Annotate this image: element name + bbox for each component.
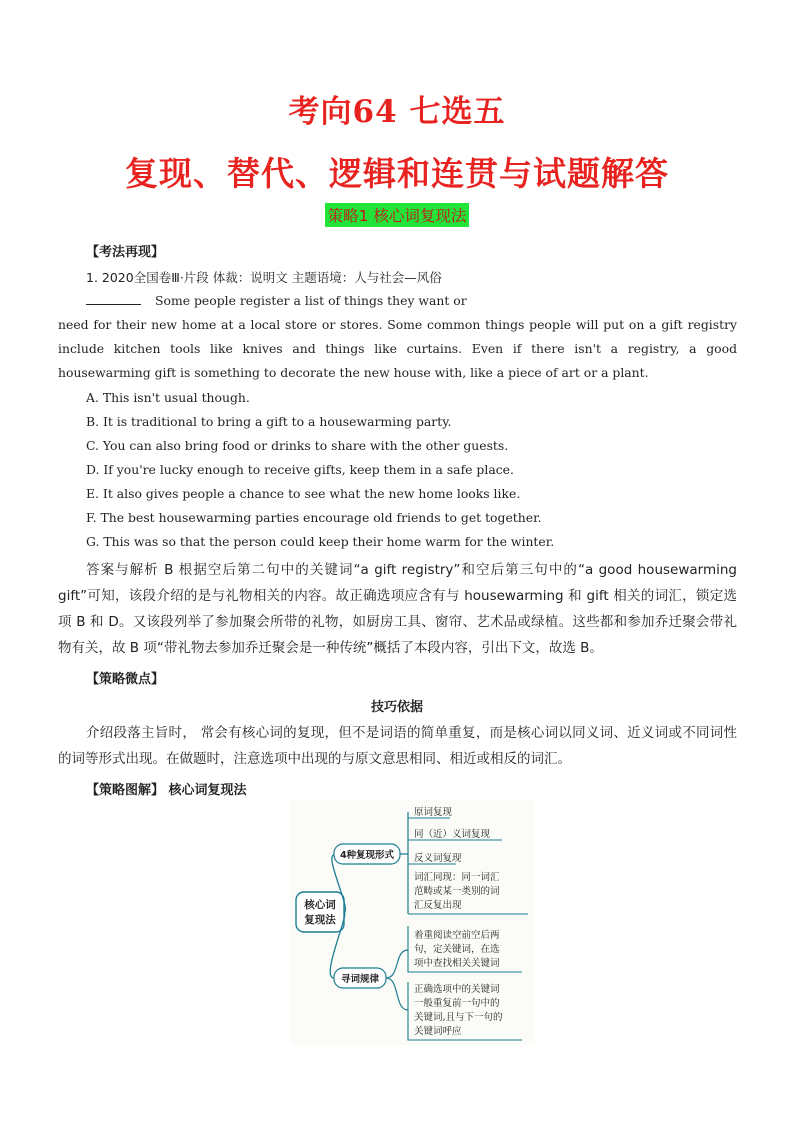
question-source: 1. 2020全国卷Ⅲ·片段 体裁：说明文 主题语境：人与社会—风俗 xyxy=(86,270,442,285)
option-a: A. This isn't usual though. xyxy=(86,390,250,405)
strategy-tag: 策略1 核心词复现法 xyxy=(325,203,470,227)
mindmap-leaf-1: 原词复现 xyxy=(414,807,453,818)
mindmap-diagram xyxy=(290,800,535,1045)
section-diagram-heading: 【策略图解】 核心词复现法 xyxy=(86,783,247,798)
mindmap-leaf-5-line1: 着重阅读空前空后两 xyxy=(414,930,500,941)
mindmap-leaf-6-line1: 正确选项中的关键词 xyxy=(414,984,500,995)
mindmap-leaf-6-line4: 关键词呼应 xyxy=(414,1026,462,1037)
mindmap-root-line1: 核心词 xyxy=(304,899,336,911)
option-c: C. You can also bring food or drinks to share with the other guests. xyxy=(86,438,509,453)
passage-first-line: Some people register a list of things they want or xyxy=(86,292,467,308)
page-title: 考向64 七选五 xyxy=(288,94,506,130)
section-tips-heading: 【策略微点】 xyxy=(86,672,165,687)
passage-text: need for their new home at a local store or stores. Some common things people will put on a gift registry include kitchen tools like knives and things like curtains. Even if there isn't a registry, a good housewarming gift is something to decorate the new house with, like a piece of art or a plant. xyxy=(58,317,737,380)
mindmap-leaf-6-line3: 关键词,且与下一句的 xyxy=(414,1012,503,1023)
mindmap-leaf-3: 反义词复现 xyxy=(414,853,462,864)
answer-blank xyxy=(86,292,141,305)
mindmap-leaf-5-line3: 项中查找相关关键词 xyxy=(414,958,500,969)
option-e: E. It also gives people a chance to see what the new home looks like. xyxy=(86,486,521,501)
mindmap-branch-1-label: 4种复现形式 xyxy=(339,850,395,861)
tips-heading: 技巧依据 xyxy=(370,700,423,715)
option-g: G. This was so that the person could keep their home warm for the winter. xyxy=(86,534,555,549)
tips-text: 介绍段落主旨时， 常会有核心词的复现，但不是词语的简单重复，而是核心词以同义词、近义词或不同词性的词等形式出现。在做题时，注意选项中出现的与原文意思相同、相近或相反的词汇。 xyxy=(58,725,737,767)
mindmap-leaf-2: 同（近）义词复现 xyxy=(414,829,491,840)
answer-explanation: 答案与解析 B 根据空后第二句中的关键词“a gift registry”和空后第三句中的“a good housewarming gift”可知，该段介绍的是与礼物相关的内容。故正确选项应含有与 housewarming 和 gift 相关的词汇，锁定选项 B 和 D。又该段列举了参加聚会所带的礼物，如厨房工具、窗帘、艺术品或绿植。这些都和参加乔迁聚会带礼物有关，故 B 项“带礼物去参加乔迁聚会是一种传统”概括了本段内容，引出下文，故选 B。 xyxy=(58,562,737,656)
mindmap-root-line2: 复现法 xyxy=(304,914,336,926)
option-b: B. It is traditional to bring a gift to a housewarming party. xyxy=(86,414,452,429)
mindmap-root-box xyxy=(296,892,344,932)
option-f: F. The best housewarming parties encourage old friends to get together. xyxy=(86,510,542,525)
mindmap-leaf-4-line2: 范畴或某一类别的词 xyxy=(414,886,500,897)
mindmap-leaf-6-line2: 一般重复前一句中的 xyxy=(414,998,500,1009)
mindmap-branch-2-label: 寻词规律 xyxy=(340,974,380,985)
page-subtitle: 复现、替代、逻辑和连贯与试题解答 xyxy=(125,154,669,193)
mindmap-leaf-5-line2: 句，定关键词，在选 xyxy=(414,944,500,955)
section-exam-heading: 【考法再现】 xyxy=(86,245,165,260)
mindmap-leaf-4-line1: 词汇同现：同一词汇 xyxy=(414,872,500,883)
mindmap-leaf-4-line3: 汇反复出现 xyxy=(414,900,462,911)
option-d: D. If you're lucky enough to receive gifts, keep them in a safe place. xyxy=(86,462,514,477)
